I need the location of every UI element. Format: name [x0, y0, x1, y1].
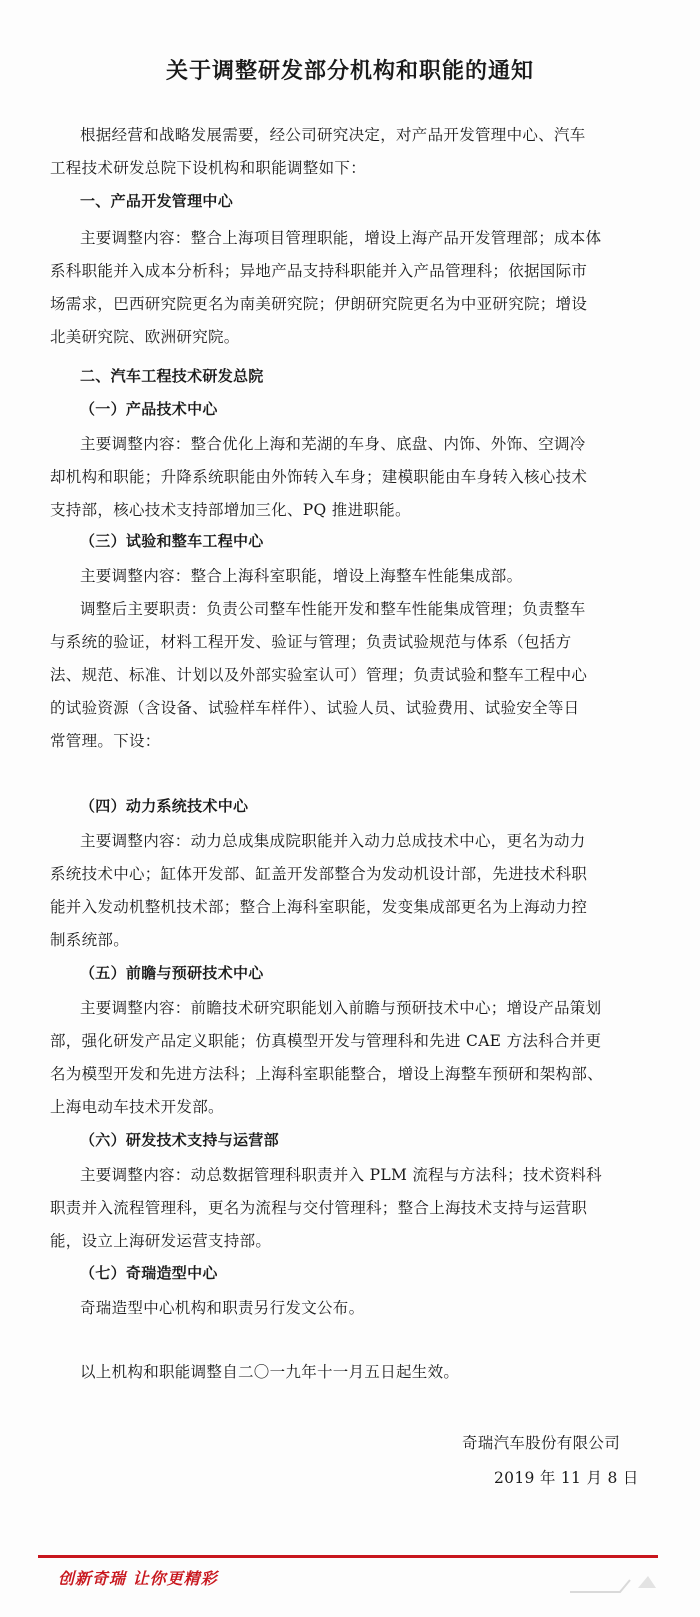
watermark-icon [560, 1570, 670, 1596]
document-date: 2019 年 11 月 8 日 [494, 1469, 639, 1487]
text-line: 却机构和职能；升降系统职能由外饰转入车身；建模职能由车身转入核心技术 [50, 468, 588, 486]
text-line: 主要调整内容：动力总成集成院职能并入动力总成技术中心，更名为动力 [80, 832, 586, 850]
text-line: 根据经营和战略发展需要，经公司研究决定，对产品开发管理中心、汽车 [80, 126, 586, 144]
text-line: 常管理。下设： [50, 732, 161, 750]
text-line: 法、规范、标准、计划以及外部实验室认可）管理；负责试验和整车工程中心 [50, 666, 588, 684]
text-line: 北美研究院、欧洲研究院。 [50, 328, 240, 346]
footer-slogan: 创新奇瑞 让你更精彩 [58, 1569, 218, 1588]
text-line: 系统技术中心；缸体开发部、缸盖开发部整合为发动机设计部，先进技术科职 [50, 865, 588, 883]
subsection-heading: （七）奇瑞造型中心 [80, 1264, 218, 1282]
text-line: 能并入发动机整机技术部；整合上海科室职能，发变集成部更名为上海动力控 [50, 898, 588, 916]
subsection-heading: （三）试验和整车工程中心 [80, 532, 264, 550]
company-signature: 奇瑞汽车股份有限公司 [462, 1434, 621, 1452]
subsection-heading: （一）产品技术中心 [80, 400, 218, 418]
text-line: 主要调整内容：整合上海项目管理职能，增设上海产品开发管理部；成本体 [80, 229, 602, 247]
text-line: 制系统部。 [50, 931, 130, 949]
subsection-heading: （六）研发技术支持与运营部 [80, 1131, 279, 1149]
text-line: 职责并入流程管理科，更名为流程与交付管理科；整合上海技术支持与运营职 [50, 1199, 588, 1217]
text-line: 主要调整内容：动总数据管理科职责并入 PLM 流程与方法科；技术资料科 [80, 1166, 602, 1184]
text-line: 主要调整内容：整合上海科室职能，增设上海整车性能集成部。 [80, 567, 523, 585]
text-line: 能，设立上海研发运营支持部。 [50, 1232, 272, 1250]
text-line: 部，强化研发产品定义职能；仿真模型开发与管理科和先进 CAE 方法科合并更 [50, 1032, 602, 1050]
section-heading: 一、产品开发管理中心 [80, 192, 234, 210]
text-line: 主要调整内容：整合优化上海和芜湖的车身、底盘、内饰、外饰、空调冷 [80, 435, 586, 453]
text-line: 系科职能并入成本分析科；异地产品支持科职能并入产品管理科；依据国际市 [50, 262, 588, 280]
text-line: 支持部，核心技术支持部增加三化、PQ 推进职能。 [50, 501, 411, 519]
subsection-heading: （五）前瞻与预研技术中心 [80, 964, 264, 982]
footer-divider [38, 1555, 658, 1558]
text-line: 场需求，巴西研究院更名为南美研究院；伊朗研究院更名为中亚研究院；增设 [50, 295, 588, 313]
text-line: 名为模型开发和先进方法科；上海科室职能整合，增设上海整车预研和架构部、 [50, 1065, 604, 1083]
subsection-heading: （四）动力系统技术中心 [80, 797, 249, 815]
text-line: 调整后主要职责：负责公司整车性能开发和整车性能集成管理；负责整车 [80, 600, 586, 618]
text-line: 与系统的验证，材料工程开发、验证与管理；负责试验规范与体系（包括方 [50, 633, 572, 651]
text-line: 工程技术研发总院下设机构和职能调整如下： [50, 159, 367, 177]
text-line: 的试验资源（含设备、试验样车样件）、试验人员、试验费用、试验安全等日 [50, 699, 580, 717]
text-line: 上海电动车技术开发部。 [50, 1098, 224, 1116]
text-line: 奇瑞造型中心机构和职责另行发文公布。 [80, 1299, 365, 1317]
section-heading: 二、汽车工程技术研发总院 [80, 367, 264, 385]
text-line: 主要调整内容：前瞻技术研究职能划入前瞻与预研技术中心；增设产品策划 [80, 999, 602, 1017]
document-title: 关于调整研发部分机构和职能的通知 [165, 59, 534, 84]
effective-date-note: 以上机构和职能调整自二〇一九年十一月五日起生效。 [80, 1363, 460, 1381]
